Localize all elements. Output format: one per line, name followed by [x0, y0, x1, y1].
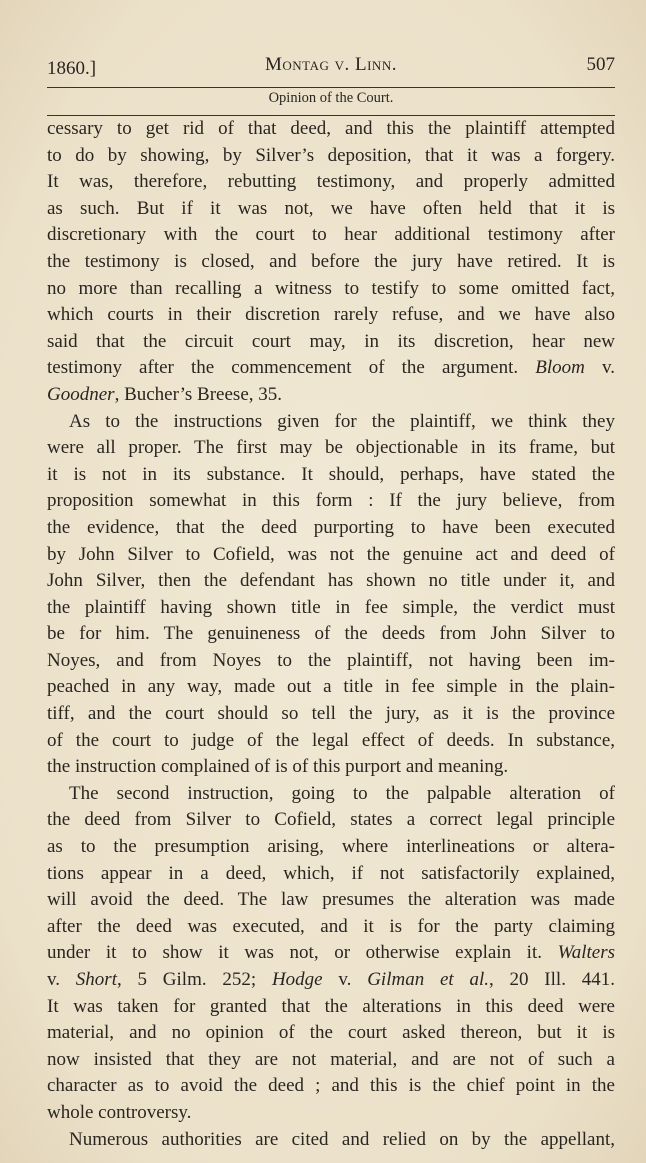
text-run: be for him. The genuineness of the deeds from John Silver to — [47, 623, 615, 645]
case-citation: Hodge — [271, 969, 323, 990]
text-line — [47, 568, 615, 595]
text-run: testimony after the commencement of the argument. — [47, 357, 536, 379]
text-run: tiff, and the court should so tell the jury, as it is the province — [47, 703, 615, 725]
text-run: The second instruction, going to the palpable alteration of — [69, 782, 615, 804]
text-run: As to the instructions given for the plaintiff, we think they — [69, 410, 615, 432]
text-run: v. — [47, 969, 76, 990]
text-run: , Bucher’s Breese, 35. — [114, 383, 282, 405]
text-run: as such. But if it was not, we have often held that it is — [47, 197, 615, 219]
text-run: whole controversy. — [47, 1101, 192, 1123]
text-run: character as to avoid the deed ; and this is the chief point in the — [47, 1075, 615, 1097]
text-line — [47, 435, 615, 462]
text-line — [47, 1100, 615, 1127]
text-run: cessary to get rid of that deed, and this the plaintiff attempted — [47, 118, 615, 139]
text-run: now insisted that they are not material, and are not of such a — [47, 1048, 615, 1070]
text-run: of the court to judge of the legal effect of deeds. In substance, — [47, 729, 615, 751]
running-header — [47, 52, 615, 82]
text-run: as to the presumption arising, where interlineations or altera- — [47, 836, 615, 858]
text-line — [47, 781, 615, 808]
text-run: by John Silver to Cofield, was not the genuine act and deed of — [47, 543, 615, 565]
text-run: peached in any way, made out a title in fee simple in the plain- — [47, 676, 615, 698]
text-run: the instruction complained of is of this purport and meaning. — [47, 756, 509, 778]
text-line — [47, 754, 615, 781]
header-case-title: Montag v. Linn. — [265, 54, 397, 75]
text-run: will avoid the deed. The law presumes the alteration was made — [47, 889, 615, 911]
text-run: material, and no opinion of the court asked thereon, but it is — [47, 1022, 615, 1044]
text-line — [47, 116, 615, 143]
text-run: , 5 Gilm. 252; — [116, 969, 272, 990]
text-run: Noyes, and from Noyes to the plaintiff, not having been im- — [47, 649, 615, 671]
text-line — [47, 807, 615, 834]
text-line — [47, 542, 615, 569]
text-line — [47, 409, 615, 436]
text-line — [47, 861, 615, 888]
text-line — [47, 1020, 615, 1047]
text-run: said that the circuit court may, in its discretion, hear new — [47, 330, 615, 352]
text-run: v. — [322, 969, 368, 990]
text-line — [47, 967, 615, 994]
text-line — [47, 276, 615, 303]
text-run: , 20 Ill. 441. — [489, 969, 615, 990]
text-run: John Silver, then the defendant has shown no title under it, and — [47, 570, 615, 592]
text-line — [47, 701, 615, 728]
text-run: It was taken for granted that the alterations in this deed were — [47, 995, 615, 1017]
text-line — [47, 382, 615, 409]
case-citation: Goodner — [47, 383, 115, 405]
page-number: 507 — [586, 54, 615, 75]
text-line — [47, 1047, 615, 1074]
text-run: tions appear in a deed, which, if not satisfactorily explained, — [47, 862, 615, 884]
case-citation: Short — [75, 969, 117, 990]
text-run: it is not in its substance. It should, perhaps, have stated the — [47, 463, 615, 485]
text-line — [47, 143, 615, 170]
text-run: the deed from Silver to Cofield, states a correct legal principle — [47, 809, 615, 831]
header-rule — [47, 87, 615, 88]
text-line — [47, 222, 615, 249]
text-run: v. — [584, 357, 615, 379]
text-line — [47, 302, 615, 329]
text-run: Numerous authorities are cited and relied on by the appellant, — [69, 1128, 615, 1150]
text-line — [47, 621, 615, 648]
case-citation: Gilman et al. — [367, 969, 489, 990]
case-citation: Walters — [557, 942, 615, 964]
text-run: under it to show it was not, or otherwise explain it. — [47, 942, 558, 964]
text-line — [47, 355, 615, 382]
opinion-text — [47, 116, 615, 1153]
text-line — [47, 488, 615, 515]
text-run: discretionary with the court to hear additional testimony after — [47, 224, 615, 246]
text-line — [47, 674, 615, 701]
text-run: no more than recalling a witness to testify to some omitted fact, — [47, 277, 615, 299]
text-line — [47, 914, 615, 941]
text-line — [47, 1073, 615, 1100]
text-line — [47, 595, 615, 622]
text-line — [47, 169, 615, 196]
text-run: were all proper. The first may be objectionable in its frame, but — [47, 437, 615, 459]
text-run: the plaintiff having shown title in fee simple, the verdict must — [47, 596, 615, 618]
text-line — [47, 728, 615, 755]
case-citation: Bloom — [535, 357, 585, 379]
text-line — [47, 1127, 615, 1154]
text-run: the testimony is closed, and before the jury have retired. It is — [47, 250, 615, 272]
header-year: 1860.] — [47, 58, 97, 79]
section-heading: Opinion of the Court. — [268, 90, 394, 106]
text-line — [47, 648, 615, 675]
text-run: It was, therefore, rebutting testimony, and properly admitted — [47, 171, 615, 193]
text-run: after the deed was executed, and it is for the party claiming — [47, 915, 615, 937]
text-line — [47, 834, 615, 861]
text-line — [47, 196, 615, 223]
text-run: proposition somewhat in this form : If the jury believe, from — [47, 490, 615, 512]
text-line — [47, 994, 615, 1021]
text-line — [47, 462, 615, 489]
text-line — [47, 249, 615, 276]
text-line — [47, 515, 615, 542]
text-line — [47, 940, 615, 967]
text-line — [47, 329, 615, 356]
text-run: the evidence, that the deed purporting to have been executed — [47, 516, 615, 538]
text-run: to do by showing, by Silver’s deposition, that it was a forgery. — [47, 144, 615, 166]
text-run: which courts in their discretion rarely refuse, and we have also — [47, 304, 615, 326]
text-line — [47, 887, 615, 914]
